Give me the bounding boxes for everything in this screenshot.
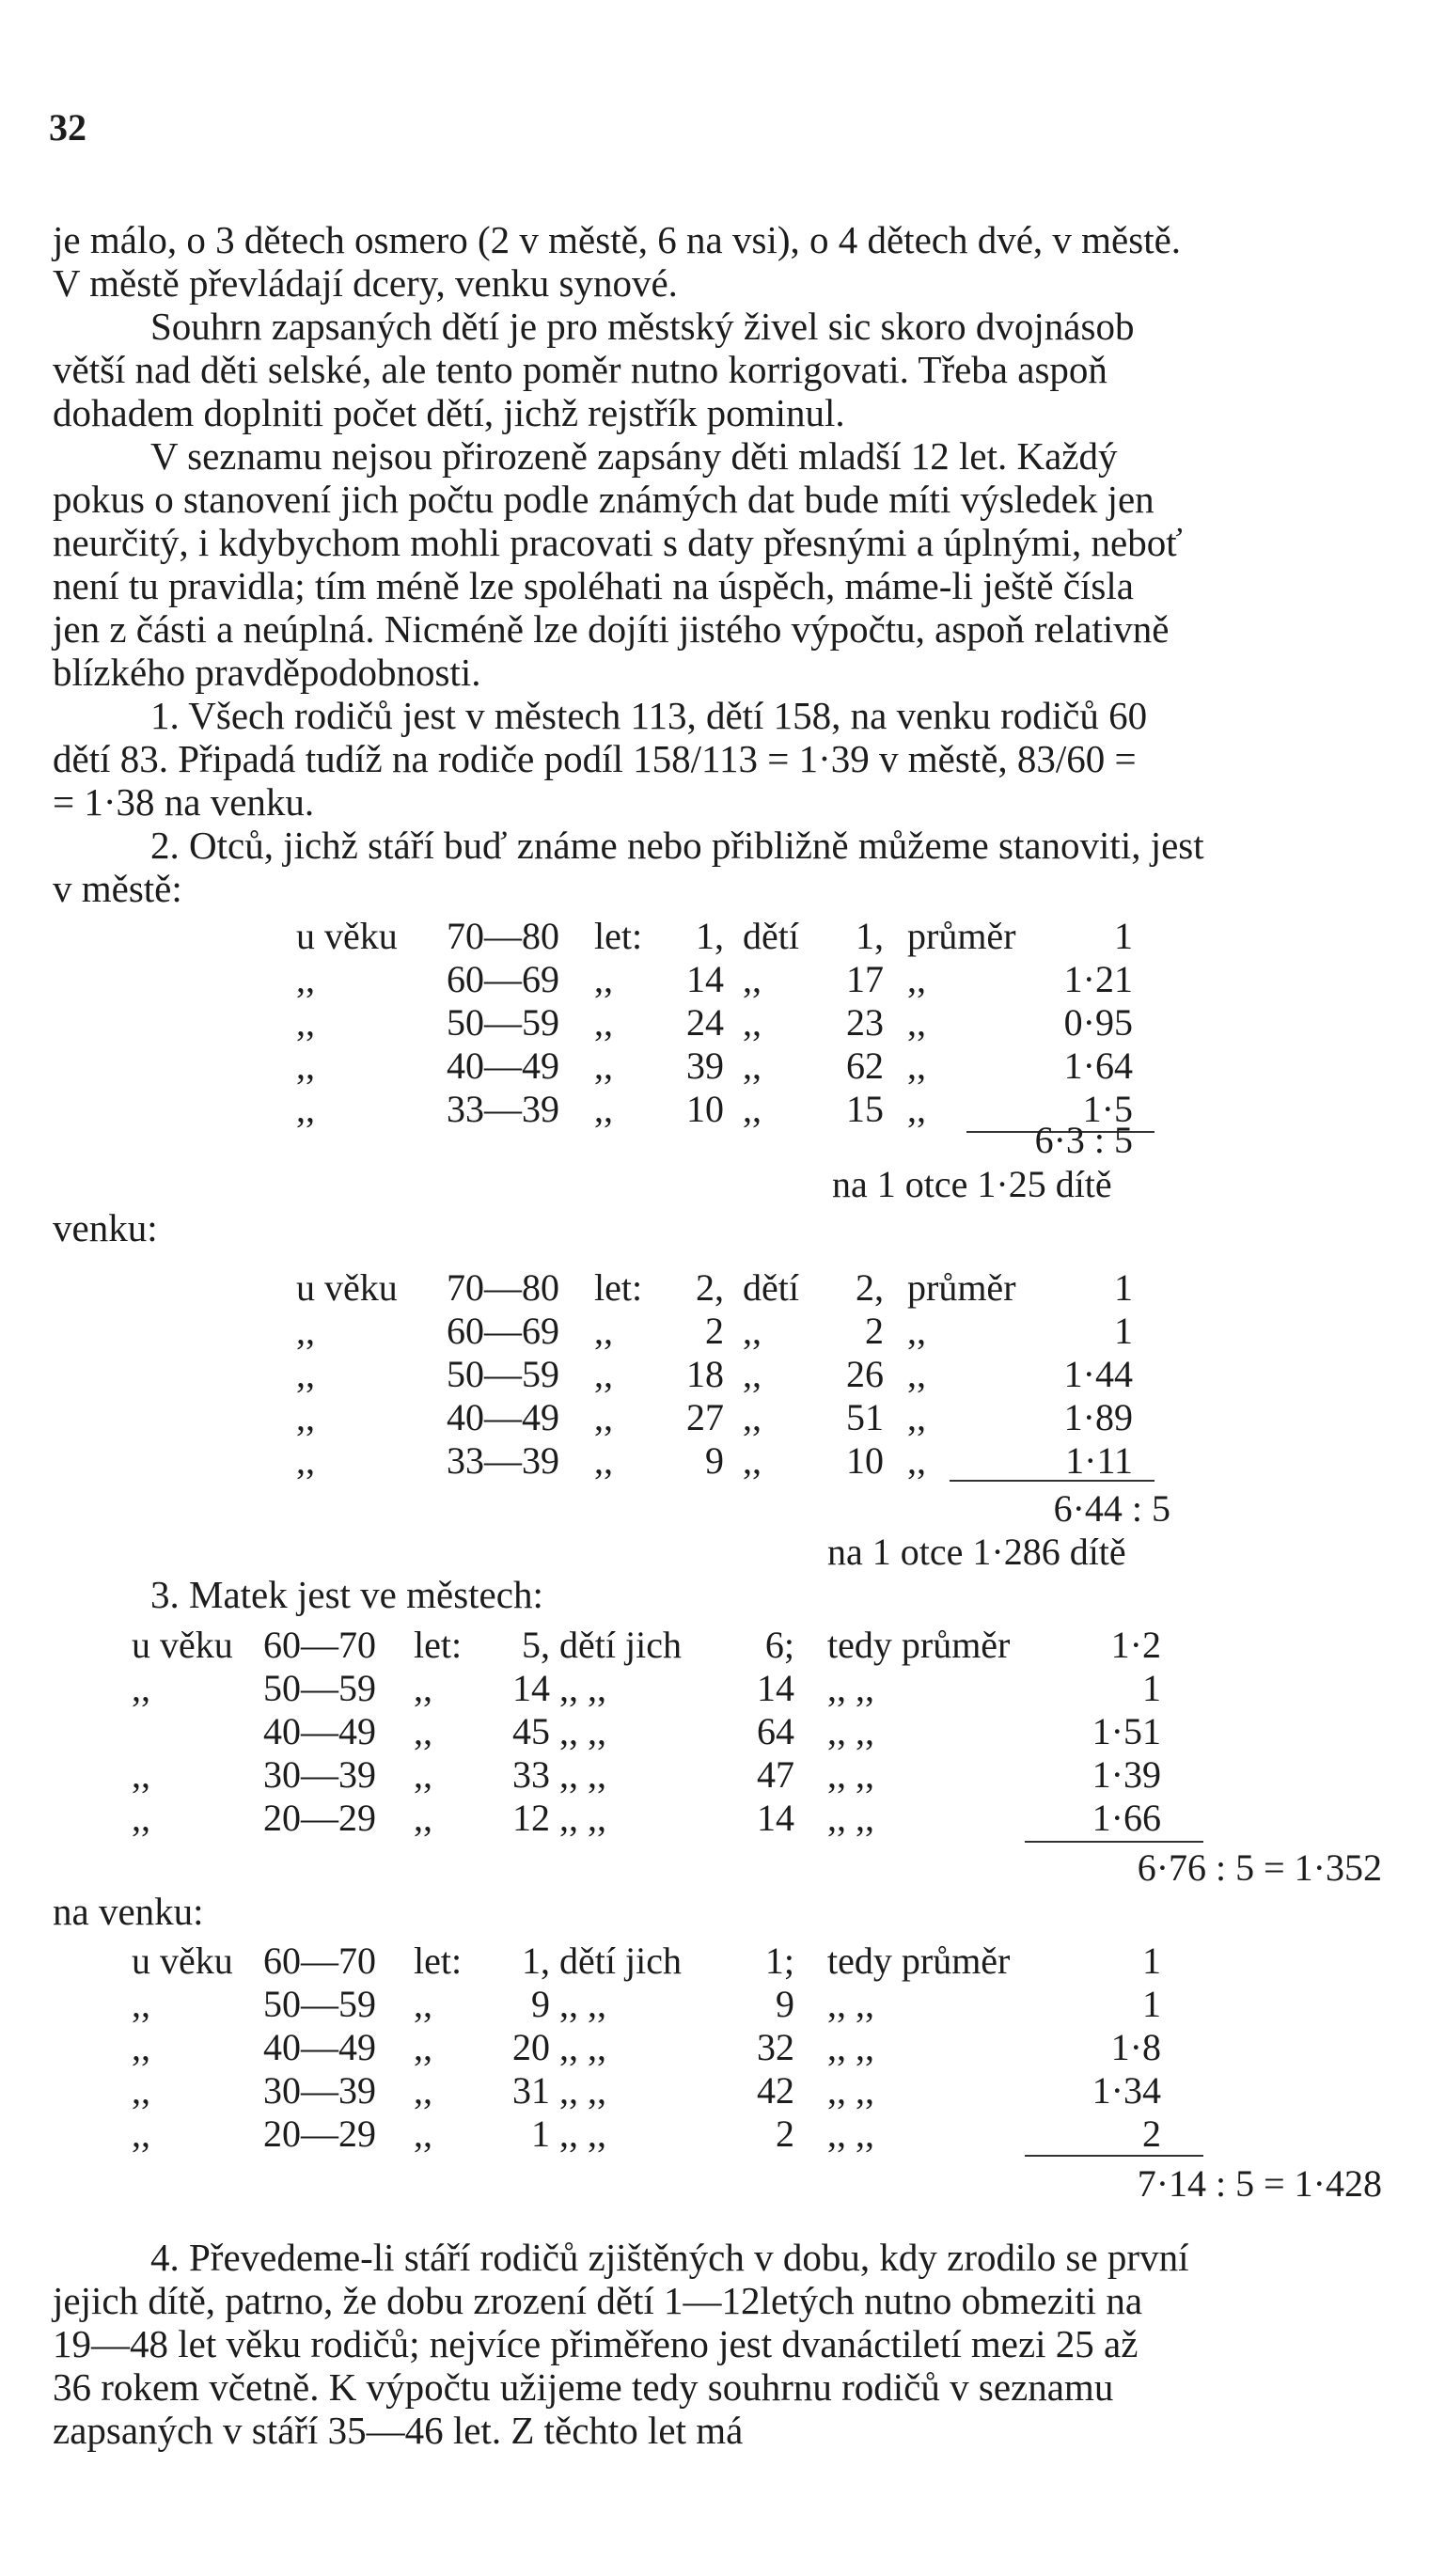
cell-dlbl: dětí jich bbox=[559, 1940, 682, 1982]
cell-lbl: ,, bbox=[414, 1753, 432, 1796]
cell-age: 60—70 bbox=[263, 1624, 376, 1666]
cell-dlbl: ,, bbox=[743, 1088, 762, 1130]
cell-avg: 1·8 bbox=[1110, 2026, 1161, 2068]
cell-q: ,, bbox=[132, 2069, 150, 2112]
cell-dlbl: ,, ,, bbox=[559, 2069, 606, 2112]
cell-q: u věku bbox=[132, 1624, 233, 1666]
cell-avg: 1·39 bbox=[1092, 1753, 1161, 1796]
cell-dlbl: ,, ,, bbox=[559, 1797, 606, 1839]
cell-n: 45 bbox=[512, 1710, 550, 1752]
cell-n: 12 bbox=[512, 1797, 550, 1839]
cell-plbl: ,, bbox=[907, 1396, 926, 1438]
cell-age: 20—29 bbox=[263, 2113, 376, 2155]
cell-avg: 1 bbox=[1142, 1940, 1161, 1982]
cell-n: 1, bbox=[522, 1940, 550, 1982]
cell-n: 2, bbox=[696, 1266, 724, 1309]
cell-avg: 1·44 bbox=[1063, 1353, 1133, 1395]
cell-d: 2 bbox=[776, 2113, 794, 2155]
text-line: jen z části a neúplná. Nicméně lze dojíti jistého výpočtu, aspoň relativně bbox=[53, 607, 1170, 651]
text-line: v městě: bbox=[53, 867, 182, 910]
cell-lbl: ,, bbox=[594, 1310, 613, 1352]
cell-d: 15 bbox=[846, 1088, 884, 1130]
cell-plbl: ,, bbox=[907, 1439, 926, 1482]
cell-dlbl: ,, bbox=[743, 1001, 762, 1044]
cell-lbl: ,, bbox=[594, 1001, 613, 1044]
table-row bbox=[0, 1983, 1445, 2026]
text-line: = 1·38 na venku. bbox=[53, 780, 315, 824]
cell-n: 14 bbox=[512, 1667, 550, 1709]
cell-plbl: tedy průměr bbox=[827, 1940, 1011, 1982]
text-line: je málo, o 3 dětech osmero (2 v městě, 6 na vsi), o 4 dětech dvé, v městě. bbox=[53, 218, 1182, 261]
text-line: V městě převládají dcery, venku synové. bbox=[53, 261, 678, 305]
cell-plbl: ,, ,, bbox=[827, 1710, 874, 1752]
text-line: 1. Všech rodičů jest v městech 113, dětí 158, na venku rodičů 60 bbox=[150, 694, 1148, 737]
cell-d: 1, bbox=[856, 915, 884, 957]
cell-d: 42 bbox=[757, 2069, 794, 2112]
cell-avg: 1·11 bbox=[1065, 1439, 1133, 1482]
table-row bbox=[0, 1797, 1445, 1840]
cell-n: 14 bbox=[686, 958, 724, 1000]
cell-avg: 1·51 bbox=[1092, 1710, 1161, 1752]
table-row bbox=[0, 1940, 1445, 1983]
sum-value: 7·14 : 5 = 1·428 bbox=[1137, 2162, 1382, 2205]
cell-n: 39 bbox=[686, 1045, 724, 1087]
cell-age: 40—49 bbox=[447, 1396, 559, 1438]
table-row bbox=[0, 2026, 1445, 2069]
cell-q: ,, bbox=[296, 958, 315, 1000]
cell-n: 24 bbox=[686, 1001, 724, 1044]
sum-value: 6·3 : 5 bbox=[1034, 1119, 1133, 1161]
cell-age: 50—59 bbox=[447, 1001, 559, 1044]
cell-age: 70—80 bbox=[447, 915, 559, 957]
table-row bbox=[0, 1667, 1445, 1710]
cell-age: 30—39 bbox=[263, 2069, 376, 2112]
cell-d: 1; bbox=[764, 1940, 794, 1982]
cell-dlbl: ,, bbox=[743, 1310, 762, 1352]
table-row bbox=[0, 1439, 1445, 1483]
cell-lbl: ,, bbox=[414, 2026, 432, 2068]
table-row bbox=[0, 2113, 1445, 2156]
cell-q: ,, bbox=[132, 1983, 150, 2025]
cell-age: 50—59 bbox=[263, 1983, 376, 2025]
cell-plbl: ,, bbox=[907, 1088, 926, 1130]
table-row bbox=[0, 1266, 1445, 1310]
cell-n: 31 bbox=[512, 2069, 550, 2112]
result-line: na 1 otce 1·286 dítě bbox=[827, 1531, 1126, 1573]
cell-q: ,, bbox=[132, 1797, 150, 1839]
cell-avg: 1·89 bbox=[1063, 1396, 1133, 1438]
text-line: 19—48 let věku rodičů; nejvíce přiměřeno jest dvanáctiletí mezi 25 až bbox=[53, 2322, 1139, 2365]
cell-age: 60—69 bbox=[447, 1310, 559, 1352]
cell-avg: 0·95 bbox=[1063, 1001, 1133, 1044]
cell-q: ,, bbox=[296, 1088, 315, 1130]
cell-q: ,, bbox=[132, 2113, 150, 2155]
section-label: venku: bbox=[53, 1206, 158, 1249]
cell-plbl: ,, ,, bbox=[827, 2069, 874, 2112]
cell-age: 40—49 bbox=[263, 1710, 376, 1752]
cell-plbl: ,, bbox=[907, 1353, 926, 1395]
cell-dlbl: ,, ,, bbox=[559, 1710, 606, 1752]
cell-avg: 1 bbox=[1142, 1667, 1161, 1709]
text-line: V seznamu nejsou přirozeně zapsány děti mladší 12 let. Každý bbox=[150, 434, 1118, 478]
cell-age: 20—29 bbox=[263, 1797, 376, 1839]
cell-lbl: ,, bbox=[414, 2113, 432, 2155]
cell-n: 5, bbox=[522, 1624, 550, 1666]
cell-n: 27 bbox=[686, 1396, 724, 1438]
cell-d: 47 bbox=[757, 1753, 794, 1796]
cell-lbl: let: bbox=[414, 1940, 463, 1982]
section-heading: 3. Matek jest ve městech: bbox=[150, 1573, 543, 1616]
cell-n: 18 bbox=[686, 1353, 724, 1395]
result-line: na 1 otce 1·25 dítě bbox=[832, 1163, 1112, 1205]
cell-plbl: ,, ,, bbox=[827, 1667, 874, 1709]
cell-avg: 1 bbox=[1114, 1266, 1133, 1309]
cell-lbl: ,, bbox=[414, 1983, 432, 2025]
text-line: větší nad děti selské, ale tento poměr nutno korrigovati. Třeba aspoň bbox=[53, 348, 1107, 391]
cell-avg: 1 bbox=[1142, 1983, 1161, 2025]
table-row bbox=[0, 1310, 1445, 1353]
cell-n: 33 bbox=[512, 1753, 550, 1796]
cell-avg: 1·66 bbox=[1092, 1797, 1161, 1839]
cell-plbl: ,, bbox=[907, 1310, 926, 1352]
cell-dlbl: ,, bbox=[743, 1353, 762, 1395]
cell-lbl: ,, bbox=[594, 958, 613, 1000]
cell-dlbl: ,, ,, bbox=[559, 1667, 606, 1709]
table-row bbox=[0, 2069, 1445, 2113]
cell-q: ,, bbox=[296, 1439, 315, 1482]
cell-avg: 1·5 bbox=[1082, 1088, 1133, 1130]
cell-plbl: průměr bbox=[907, 915, 1016, 957]
cell-avg: 1·21 bbox=[1063, 958, 1133, 1000]
cell-n: 1, bbox=[696, 915, 724, 957]
cell-q: ,, bbox=[296, 1001, 315, 1044]
cell-n: 9 bbox=[531, 1983, 550, 2025]
cell-lbl: let: bbox=[594, 1266, 643, 1309]
cell-dlbl: dětí bbox=[743, 915, 799, 957]
cell-d: 14 bbox=[757, 1797, 794, 1839]
cell-dlbl: ,, bbox=[743, 1396, 762, 1438]
cell-plbl: tedy průměr bbox=[827, 1624, 1011, 1666]
text-line: dohadem doplniti počet dětí, jichž rejstřík pominul. bbox=[53, 391, 845, 434]
cell-lbl: ,, bbox=[594, 1045, 613, 1087]
cell-lbl: ,, bbox=[414, 1797, 432, 1839]
cell-q: ,, bbox=[132, 1667, 150, 1709]
cell-avg: 1 bbox=[1114, 915, 1133, 957]
cell-d: 9 bbox=[776, 1983, 794, 2025]
table-row bbox=[0, 1624, 1445, 1667]
section-label: na venku: bbox=[53, 1890, 204, 1933]
sum-rule bbox=[1025, 1841, 1203, 1843]
cell-q: ,, bbox=[132, 2026, 150, 2068]
cell-age: 70—80 bbox=[447, 1266, 559, 1309]
cell-d: 17 bbox=[846, 958, 884, 1000]
cell-lbl: ,, bbox=[594, 1396, 613, 1438]
cell-age: 30—39 bbox=[263, 1753, 376, 1796]
table-row bbox=[0, 1353, 1445, 1396]
text-line: 4. Převedeme-li stáří rodičů zjištěných v dobu, kdy zrodilo se první bbox=[150, 2236, 1189, 2279]
cell-d: 14 bbox=[757, 1667, 794, 1709]
cell-n: 1 bbox=[531, 2113, 550, 2155]
cell-q: ,, bbox=[296, 1353, 315, 1395]
cell-plbl: ,, ,, bbox=[827, 2113, 874, 2155]
cell-d: 26 bbox=[846, 1353, 884, 1395]
cell-d: 2 bbox=[865, 1310, 884, 1352]
table-row bbox=[0, 1088, 1445, 1131]
cell-d: 2, bbox=[856, 1266, 884, 1309]
cell-dlbl: ,, bbox=[743, 1439, 762, 1482]
cell-lbl: let: bbox=[414, 1624, 463, 1666]
cell-lbl: ,, bbox=[594, 1088, 613, 1130]
cell-avg: 2 bbox=[1142, 2113, 1161, 2155]
cell-d: 32 bbox=[757, 2026, 794, 2068]
cell-dlbl: ,, ,, bbox=[559, 2026, 606, 2068]
text-line: 36 rokem včetně. K výpočtu užijeme tedy souhrnu rodičů v seznamu bbox=[53, 2365, 1114, 2409]
text-line: zapsaných v stáří 35—46 let. Z těchto let má bbox=[53, 2409, 744, 2452]
table-row bbox=[0, 1753, 1445, 1797]
cell-n: 9 bbox=[705, 1439, 724, 1482]
cell-age: 33—39 bbox=[447, 1439, 559, 1482]
cell-age: 60—70 bbox=[263, 1940, 376, 1982]
table-row bbox=[0, 1045, 1445, 1088]
cell-n: 20 bbox=[512, 2026, 550, 2068]
cell-dlbl: ,, ,, bbox=[559, 1983, 606, 2025]
cell-age: 40—49 bbox=[447, 1045, 559, 1087]
cell-dlbl: ,, ,, bbox=[559, 1753, 606, 1796]
table-row bbox=[0, 1001, 1445, 1045]
cell-d: 6; bbox=[764, 1624, 794, 1666]
cell-q: ,, bbox=[132, 1753, 150, 1796]
cell-plbl: ,, bbox=[907, 958, 926, 1000]
cell-lbl: ,, bbox=[414, 2069, 432, 2112]
cell-q: u věku bbox=[296, 915, 398, 957]
cell-n: 10 bbox=[686, 1088, 724, 1130]
cell-n: 2 bbox=[705, 1310, 724, 1352]
cell-q: u věku bbox=[296, 1266, 398, 1309]
cell-d: 62 bbox=[846, 1045, 884, 1087]
sum-value: 6·76 : 5 = 1·352 bbox=[1137, 1846, 1382, 1889]
cell-plbl: ,, bbox=[907, 1001, 926, 1044]
cell-avg: 1·34 bbox=[1092, 2069, 1161, 2112]
cell-d: 51 bbox=[846, 1396, 884, 1438]
cell-lbl: ,, bbox=[414, 1667, 432, 1709]
text-line: blízkého pravděpodobnosti. bbox=[53, 651, 481, 694]
text-line: neurčitý, i kdybychom mohli pracovati s daty přesnými a úplnými, neboť bbox=[53, 521, 1183, 564]
cell-q: u věku bbox=[132, 1940, 233, 1982]
cell-avg: 1·2 bbox=[1110, 1624, 1161, 1666]
text-line: jejich dítě, patrno, že dobu zrození dětí 1—12letých nutno obmeziti na bbox=[53, 2279, 1143, 2322]
table-row bbox=[0, 915, 1445, 958]
cell-dlbl: ,, ,, bbox=[559, 2113, 606, 2155]
text-line: není tu pravidla; tím méně lze spoléhati na úspěch, máme-li ještě čísla bbox=[53, 564, 1134, 607]
cell-d: 23 bbox=[846, 1001, 884, 1044]
cell-dlbl: dětí bbox=[743, 1266, 799, 1309]
sum-rule bbox=[1025, 2155, 1203, 2157]
cell-dlbl: ,, bbox=[743, 958, 762, 1000]
cell-plbl: průměr bbox=[907, 1266, 1016, 1309]
text-line: dětí 83. Připadá tudíž na rodiče podíl 158/113 = 1·39 v městě, 83/60 = bbox=[53, 737, 1137, 780]
cell-plbl: ,, ,, bbox=[827, 1753, 874, 1796]
table-row bbox=[0, 958, 1445, 1001]
cell-dlbl: dětí jich bbox=[559, 1624, 682, 1666]
page-number: 32 bbox=[49, 106, 86, 149]
cell-plbl: ,, ,, bbox=[827, 1797, 874, 1839]
cell-plbl: ,, ,, bbox=[827, 2026, 874, 2068]
text-line: Souhrn zapsaných dětí je pro městský živel sic skoro dvojnásob bbox=[150, 305, 1135, 348]
cell-lbl: ,, bbox=[414, 1710, 432, 1752]
cell-age: 40—49 bbox=[263, 2026, 376, 2068]
cell-dlbl: ,, bbox=[743, 1045, 762, 1087]
cell-lbl: let: bbox=[594, 915, 643, 957]
table-row bbox=[0, 1710, 1445, 1753]
sum-rule bbox=[950, 1480, 1154, 1482]
cell-age: 50—59 bbox=[447, 1353, 559, 1395]
cell-plbl: ,, ,, bbox=[827, 1983, 874, 2025]
table-row bbox=[0, 1396, 1445, 1439]
sum-value: 6·44 : 5 bbox=[1053, 1487, 1170, 1530]
cell-plbl: ,, bbox=[907, 1045, 926, 1087]
text-line: pokus o stanovení jich počtu podle známých dat bude míti výsledek jen bbox=[53, 478, 1154, 521]
cell-age: 60—69 bbox=[447, 958, 559, 1000]
cell-avg: 1 bbox=[1114, 1310, 1133, 1352]
cell-d: 10 bbox=[846, 1439, 884, 1482]
cell-q: ,, bbox=[296, 1310, 315, 1352]
text-line: 2. Otců, jichž stáří buď známe nebo přibližně můžeme stanoviti, jest bbox=[150, 824, 1204, 867]
cell-lbl: ,, bbox=[594, 1439, 613, 1482]
cell-q: ,, bbox=[296, 1045, 315, 1087]
cell-lbl: ,, bbox=[594, 1353, 613, 1395]
cell-d: 64 bbox=[757, 1710, 794, 1752]
cell-avg: 1·64 bbox=[1063, 1045, 1133, 1087]
cell-age: 50—59 bbox=[263, 1667, 376, 1709]
cell-q: ,, bbox=[296, 1396, 315, 1438]
cell-age: 33—39 bbox=[447, 1088, 559, 1130]
